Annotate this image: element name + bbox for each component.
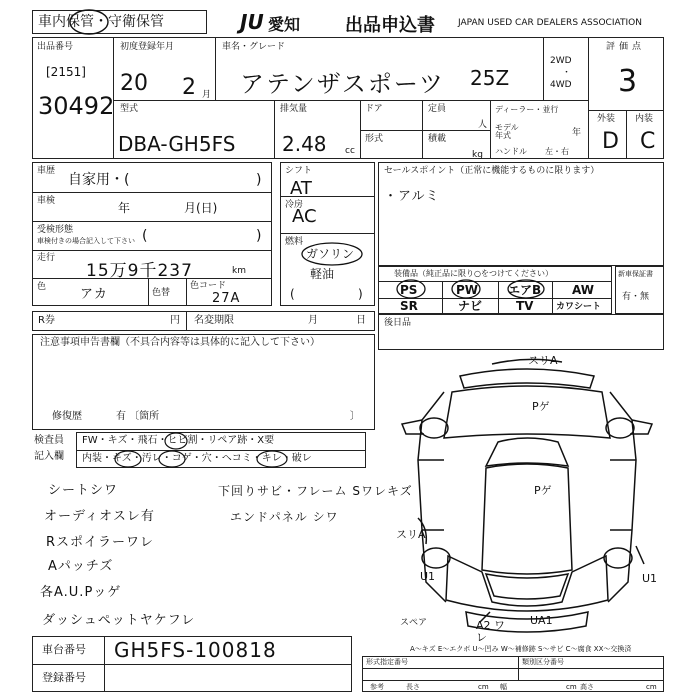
inspector-int-row: 内装・キズ・汚レ・コゲ・穴・へコミ・キレ・破レ <box>82 453 312 464</box>
lot-sub-number: [2151] <box>46 65 86 79</box>
chassis-value: GH5FS-100818 <box>114 638 277 662</box>
note-line-5: 各A.U.Pッゲ <box>40 585 122 600</box>
stamp-circle <box>68 8 110 36</box>
take-over-open: ( <box>142 228 148 244</box>
spec-height-label: 高さ <box>580 683 594 691</box>
diagram-mark-top: スリA <box>528 354 558 367</box>
damage-legend: A～キズ E～エクボ U～凹み W～補修跡 S～サビ C～腐食 XX～交換済 <box>410 645 632 653</box>
history-value: 自家用・( <box>68 172 130 188</box>
dealer-label: ディーラー・並行 <box>495 105 559 114</box>
mileage-label: 走行 <box>37 253 56 263</box>
diagram-mark-roof: Pゲ <box>534 484 552 497</box>
capacity-label: 定員 <box>428 104 447 114</box>
evaluation-label: 評価点 <box>606 42 646 52</box>
shape-label: 形式 <box>365 134 384 144</box>
displacement-label: 排気量 <box>280 104 308 114</box>
form-title: 出品申込書 <box>345 15 435 36</box>
car-diagram <box>382 350 672 640</box>
notice-label: 名変期限 <box>194 315 234 326</box>
displacement-unit: cc <box>345 146 355 156</box>
after-date-label: 後日品 <box>384 318 412 328</box>
equip-circles <box>378 278 612 300</box>
sales-point-label: セールスポイント（正常に機能するものに限ります） <box>384 166 600 176</box>
repair-close: 〕 <box>350 411 360 422</box>
mileage-value: 15万9千237 <box>86 261 193 281</box>
spec-length-unit: cm <box>478 683 489 691</box>
exterior-label: 外装 <box>597 114 616 124</box>
history-label: 車歴 <box>37 166 56 176</box>
stamp-label: 車内保管・守衛保管 <box>38 14 164 30</box>
capacity-unit: 人 <box>478 120 488 130</box>
notice-day: 日 <box>356 315 366 326</box>
inspector-fw-row: FW・キズ・飛石・ヒビ割・リペア跡・X要 <box>82 435 275 446</box>
interior-label: 内装 <box>635 114 654 124</box>
diagram-spare-label: スペア <box>400 618 428 628</box>
ac-label: 冷房 <box>285 200 304 210</box>
recycle-unit: 円 <box>170 315 180 326</box>
spec-ref-label: 参考 <box>370 683 384 691</box>
fuel-open: ( <box>290 287 295 301</box>
color-code-label: 色コード <box>190 281 227 291</box>
inspection-month-unit: 月(日) <box>184 201 218 215</box>
note-right-2: エンドパネル シワ <box>230 510 339 524</box>
repair-label: 修復歴 <box>52 411 82 422</box>
inspector-label-1: 検査員 <box>34 435 64 446</box>
mileage-unit: km <box>232 266 246 276</box>
note-line-6: ダッシュペットヤケフレ <box>42 613 196 628</box>
note-line-2: オーディオスレ有 <box>44 509 155 524</box>
fuel-diesel: 軽油 <box>310 267 335 281</box>
displacement-value: 2.48 <box>282 132 327 156</box>
doors-label: ドア <box>365 104 383 114</box>
note-right-1: 下回りサビ・フレーム Sワレキズ <box>218 484 413 498</box>
equip-airbag: エアB <box>508 283 542 297</box>
warranty-label: 新車保証書 <box>618 270 653 278</box>
diagram-mark-lf: U1 <box>420 570 436 583</box>
diagram-mark-bottom: UA1 <box>530 614 553 627</box>
lot-label: 出品番号 <box>37 42 74 52</box>
registration-month: 2 <box>182 75 196 100</box>
car-name-value: アテンザスポーツ <box>240 70 445 98</box>
after-date-block <box>378 314 664 350</box>
sales-point-value: ・アルミ <box>384 189 440 204</box>
history-close: ) <box>256 172 262 188</box>
registration-label: 初度登録年月 <box>120 42 175 52</box>
handle-options: 左・右 <box>545 147 569 156</box>
spec-height-unit: cm <box>646 683 657 691</box>
logo-aichi: 愛知 <box>268 15 301 34</box>
model-value: DBA-GH5FS <box>118 132 236 156</box>
shift-value: AT <box>290 178 312 199</box>
model-label: 型式 <box>120 104 139 114</box>
inspection-label: 車検 <box>37 196 56 206</box>
fuel-gas: ガソリン <box>306 247 355 261</box>
chassis-label: 車台番号 <box>42 643 86 656</box>
drive-4wd: 4WD <box>550 80 572 90</box>
diagram-mark-left-side: スリA <box>396 528 426 541</box>
spec-length-label: 長さ <box>406 683 420 691</box>
fuel-close: ) <box>358 287 363 301</box>
color-change-label: 色替 <box>152 288 171 298</box>
equip-ps: PS <box>400 283 418 297</box>
fuel-circle <box>300 241 364 267</box>
sales-point-block <box>378 162 664 266</box>
drive-separator: ・ <box>562 68 572 78</box>
load-label: 積載 <box>428 134 447 144</box>
inspector-label-2: 記入欄 <box>34 451 64 462</box>
lot-number: 30492 <box>38 92 115 120</box>
interior-grade: C <box>640 129 656 154</box>
spec-type-label: 形式指定番号 <box>366 658 408 666</box>
evaluation-score: 3 <box>618 64 638 99</box>
reg-number-label: 登録番号 <box>42 671 86 684</box>
association-name: JAPAN USED CAR DEALERS ASSOCIATION <box>458 18 642 28</box>
spec-width-unit: cm <box>566 683 577 691</box>
take-over-label: 受検形態 <box>37 225 74 235</box>
equip-tv: TV <box>516 299 534 313</box>
model-year-unit: 年 <box>572 128 582 138</box>
notice-month: 月 <box>308 315 318 326</box>
equipment-label: 装備品（純正品に限り○をつけてください） <box>394 269 553 278</box>
repair-value: 有 〔箇所 <box>116 411 160 422</box>
inspector-circles <box>76 432 366 468</box>
load-unit: kg <box>472 150 483 160</box>
note-line-4: Aパッチズ <box>48 559 114 574</box>
equip-aw: AW <box>572 283 594 297</box>
equip-pw: PW <box>456 283 479 297</box>
recycle-label: R券 <box>38 315 55 326</box>
registration-year: 20 <box>120 71 148 96</box>
inspection-year-unit: 年 <box>118 201 131 215</box>
equip-sr: SR <box>400 299 418 313</box>
equip-seat: カワシート <box>556 302 602 312</box>
warranty-options: 有・無 <box>622 292 650 302</box>
note-line-3: Rスポイラーワレ <box>46 535 155 550</box>
shift-label: シフト <box>285 166 313 176</box>
registration-month-unit: 月 <box>202 90 212 100</box>
spec-class-label: 類別区分番号 <box>522 658 564 666</box>
ac-value: AC <box>292 206 317 227</box>
handle-label: ハンドル <box>495 147 527 156</box>
take-over-note: 車検付きの場合記入して下さい <box>37 237 135 245</box>
color-code-value: 27A <box>212 291 241 306</box>
spec-width-label: 幅 <box>500 683 507 691</box>
color-label: 色 <box>37 282 47 292</box>
take-over-close: ) <box>256 228 262 244</box>
diagram-mark-hood: Pゲ <box>532 400 550 413</box>
color-value: アカ <box>80 287 108 302</box>
drive-2wd: 2WD <box>550 56 572 66</box>
remarks-block <box>32 334 375 430</box>
diagram-mark-rear: A2 ワレ <box>476 619 506 644</box>
equip-navi: ナビ <box>458 299 483 313</box>
exterior-grade: D <box>602 129 619 154</box>
model-year-label: モデル年式 <box>495 123 519 140</box>
logo-mark: JU <box>240 10 264 34</box>
fuel-label: 燃料 <box>285 237 304 247</box>
car-name-label: 車名・グレード <box>222 42 286 52</box>
note-line-1: シートシワ <box>48 483 119 498</box>
diagram-mark-rf: U1 <box>642 572 658 585</box>
remarks-label: 注意事項申告書欄（不具合内容等は具体的に記入して下さい） <box>40 337 320 348</box>
car-grade-value: 25Z <box>470 66 510 90</box>
